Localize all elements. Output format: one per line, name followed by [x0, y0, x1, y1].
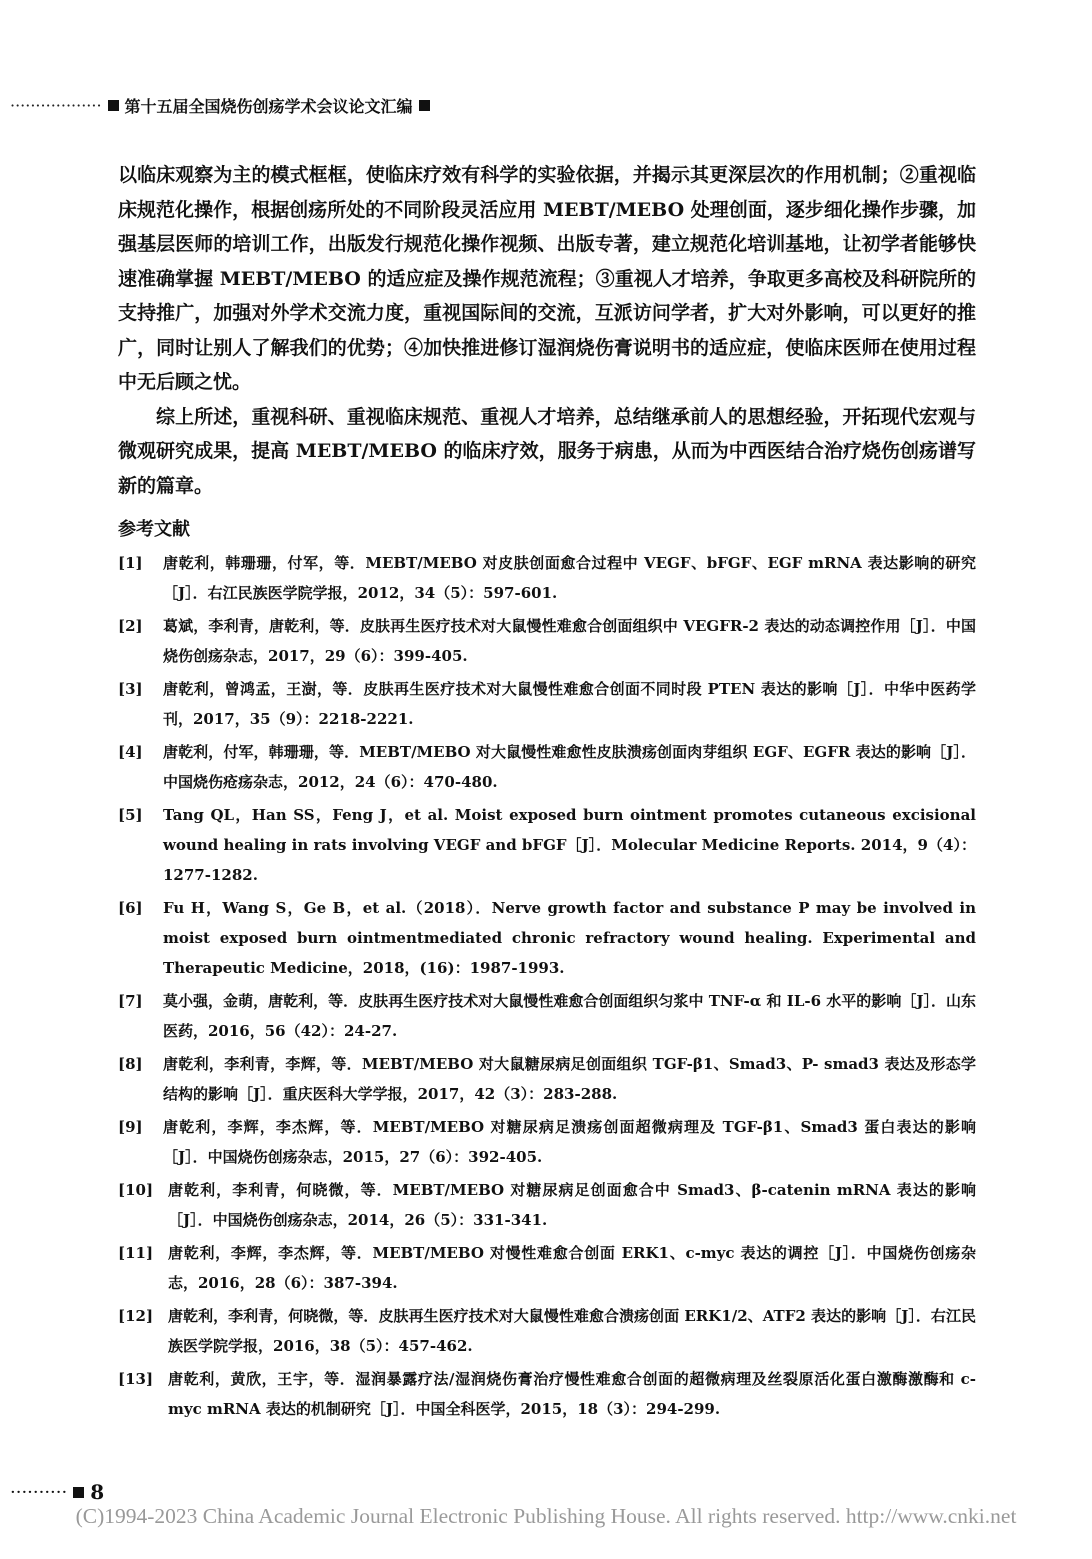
reference-item — [118, 893, 976, 983]
reference-text: 唐乾利，韩珊珊，付军，等．MEBT/MEBO 对皮肤创面愈合过程中 VEGF、bFGF、EGF mRNA 表达影响的研究［J］．右江民族医学院学报，2012，34（5）：597-601. — [163, 554, 976, 602]
reference-number: [2] — [118, 617, 143, 635]
reference-number: [10] — [118, 1181, 154, 1199]
reference-item — [118, 1049, 976, 1109]
reference-item — [118, 1238, 976, 1298]
paragraph-2: 综上所述，重视科研、重视临床规范、重视人才培养，总结继承前人的思想经验，开拓现代宏观与微观研究成果，提高 MEBT/MEBO 的临床疗效，服务于病患，从而为中西医结合治疗烧伤创疡谱写新的篇章。 — [118, 405, 976, 497]
footer-dots: ·········· — [10, 1481, 68, 1503]
paragraph-1: 以临床观察为主的模式框框，使临床疗效有科学的实验依据，并揭示其更深层次的作用机制；②重视临床规范化操作，根据创疡所处的不同阶段灵活应用 MEBT/MEBO 处理创面，逐步细化操作步骤，加强基层医师的培训工作，出版发行规范化操作视频、出版专著，建立规范化培训基地，让初学者能够快速准确掌握 MEBT/MEBO 的适应症及操作规范流程；③重视人才培养，争取更多高校及科研院所的支持推广，加强对外学术交流力度，重视国际间的交流，互派访问学者，扩大对外影响，可以更好的推广，同时让别人了解我们的优势；④加快推进修订湿润烧伤膏说明书的适应症，使临床医师在使用过程中无后顾之忧。 — [118, 164, 976, 393]
reference-text: 唐乾利，黄欣，王宇，等．湿润暴露疗法/湿润烧伤膏治疗慢性难愈合创面的超微病理及丝裂原活化蛋白激酶激酶和 c-myc mRNA 表达的机制研究［J］．中国全科医学，2015，18（3）：294-299. — [168, 1370, 976, 1418]
reference-item — [118, 548, 976, 608]
header-dots: ·················· — [10, 95, 102, 115]
reference-text: 唐乾利，李辉，李杰辉，等．MEBT/MEBO 对慢性难愈合创面 ERK1、c-myc 表达的调控［J］．中国烧伤创疡杂志，2016，28（6）：387-394. — [168, 1244, 976, 1292]
reference-item — [118, 800, 976, 890]
reference-item — [118, 1175, 976, 1235]
reference-item — [118, 1301, 976, 1361]
reference-list — [118, 548, 976, 1427]
reference-text: 唐乾利，付军，韩珊珊，等．MEBT/MEBO 对大鼠慢性难愈性皮肤溃疡创面肉芽组织 EGF、EGFR 表达的影响［J］．中国烧伤疮疡杂志，2012，24（6）：470-480. — [163, 743, 976, 791]
running-header — [10, 92, 1010, 118]
reference-text: 唐乾利，李利青，李辉，等．MEBT/MEBO 对大鼠糖尿病足创面组织 TGF-β1、Smad3、P- smad3 表达及形态学结构的影响［J］．重庆医科大学学报，2017，42（3）：283-288. — [163, 1055, 976, 1103]
copyright-watermark: (C)1994-2023 China Academic Journal Electronic Publishing House. All rights reserved. http://www.cnki.net — [75, 1504, 1017, 1528]
reference-text: Fu H，Wang S，Ge B，et al.（2018）．Nerve growth factor and substance P may be involved in moist exposed burn ointmentmediated chronic refractory wound healing. Experimental and Therapeutic Medicine，2018，(16)：1987-1993. — [163, 899, 976, 977]
reference-number: [12] — [118, 1307, 154, 1325]
reference-item — [118, 674, 976, 734]
reference-text: 唐乾利，李辉，李杰辉，等．MEBT/MEBO 对糖尿病足溃疡创面超微病理及 TGF-β1、Smad3 蛋白表达的影响［J］．中国烧伤创疡杂志，2015，27（6）：392-405. — [163, 1118, 976, 1166]
reference-number: [4] — [118, 743, 143, 761]
reference-item — [118, 986, 976, 1046]
reference-text: 唐乾利，李利青，何晓微，等．皮肤再生医疗技术对大鼠慢性难愈合溃疡创面 ERK1/2、ATF2 表达的影响［J］．右江民族医学院学报，2016，38（5）：457-462. — [168, 1307, 976, 1355]
reference-number: [7] — [118, 992, 143, 1010]
body-text — [118, 158, 976, 503]
reference-text: 唐乾利，曾鸿孟，王澍，等．皮肤再生医疗技术对大鼠慢性难愈合创面不同时段 PTEN 表达的影响［J］．中华中医药学刊，2017，35（9）：2218-2221. — [163, 680, 976, 728]
reference-item — [118, 737, 976, 797]
reference-text: Tang QL，Han SS，Feng J，et al. Moist exposed burn ointment promotes cutaneous excisional wound healing in rats involving VEGF and bFGF［J］．Molecular Medicine Reports. 2014，9（4）：1277-1282. — [163, 806, 976, 884]
references-heading: 参考文献 — [118, 519, 190, 540]
reference-number: [13] — [118, 1370, 154, 1388]
square-bullet-icon — [108, 100, 119, 111]
page-number: 8 — [90, 1480, 105, 1504]
square-bullet-icon — [419, 100, 430, 111]
header-title: 第十五届全国烧伤创疡学术会议论文汇编 — [124, 96, 413, 116]
reference-number: [11] — [118, 1244, 154, 1262]
reference-number: [9] — [118, 1118, 143, 1136]
reference-item — [118, 611, 976, 671]
reference-number: [8] — [118, 1055, 143, 1073]
reference-text: 唐乾利，李利青，何晓微，等．MEBT/MEBO 对糖尿病足创面愈合中 Smad3、β-catenin mRNA 表达的影响［J］．中国烧伤创疡杂志，2014，26（5）：331-341. — [168, 1181, 976, 1229]
reference-item — [118, 1112, 976, 1172]
reference-number: [5] — [118, 806, 143, 824]
reference-text: 莫小强，金萌，唐乾利，等．皮肤再生医疗技术对大鼠慢性难愈合创面组织匀浆中 TNF-α 和 IL-6 水平的影响［J］．山东医药，2016，56（42）：24-27. — [163, 992, 976, 1040]
reference-number: [3] — [118, 680, 143, 698]
reference-item — [118, 1364, 976, 1424]
reference-number: [6] — [118, 899, 143, 917]
reference-number: [1] — [118, 554, 143, 572]
reference-text: 葛斌，李利青，唐乾利，等．皮肤再生医疗技术对大鼠慢性难愈合创面组织中 VEGFR-2 表达的动态调控作用［J］．中国烧伤创疡杂志，2017，29（6）：399-405. — [163, 617, 976, 665]
